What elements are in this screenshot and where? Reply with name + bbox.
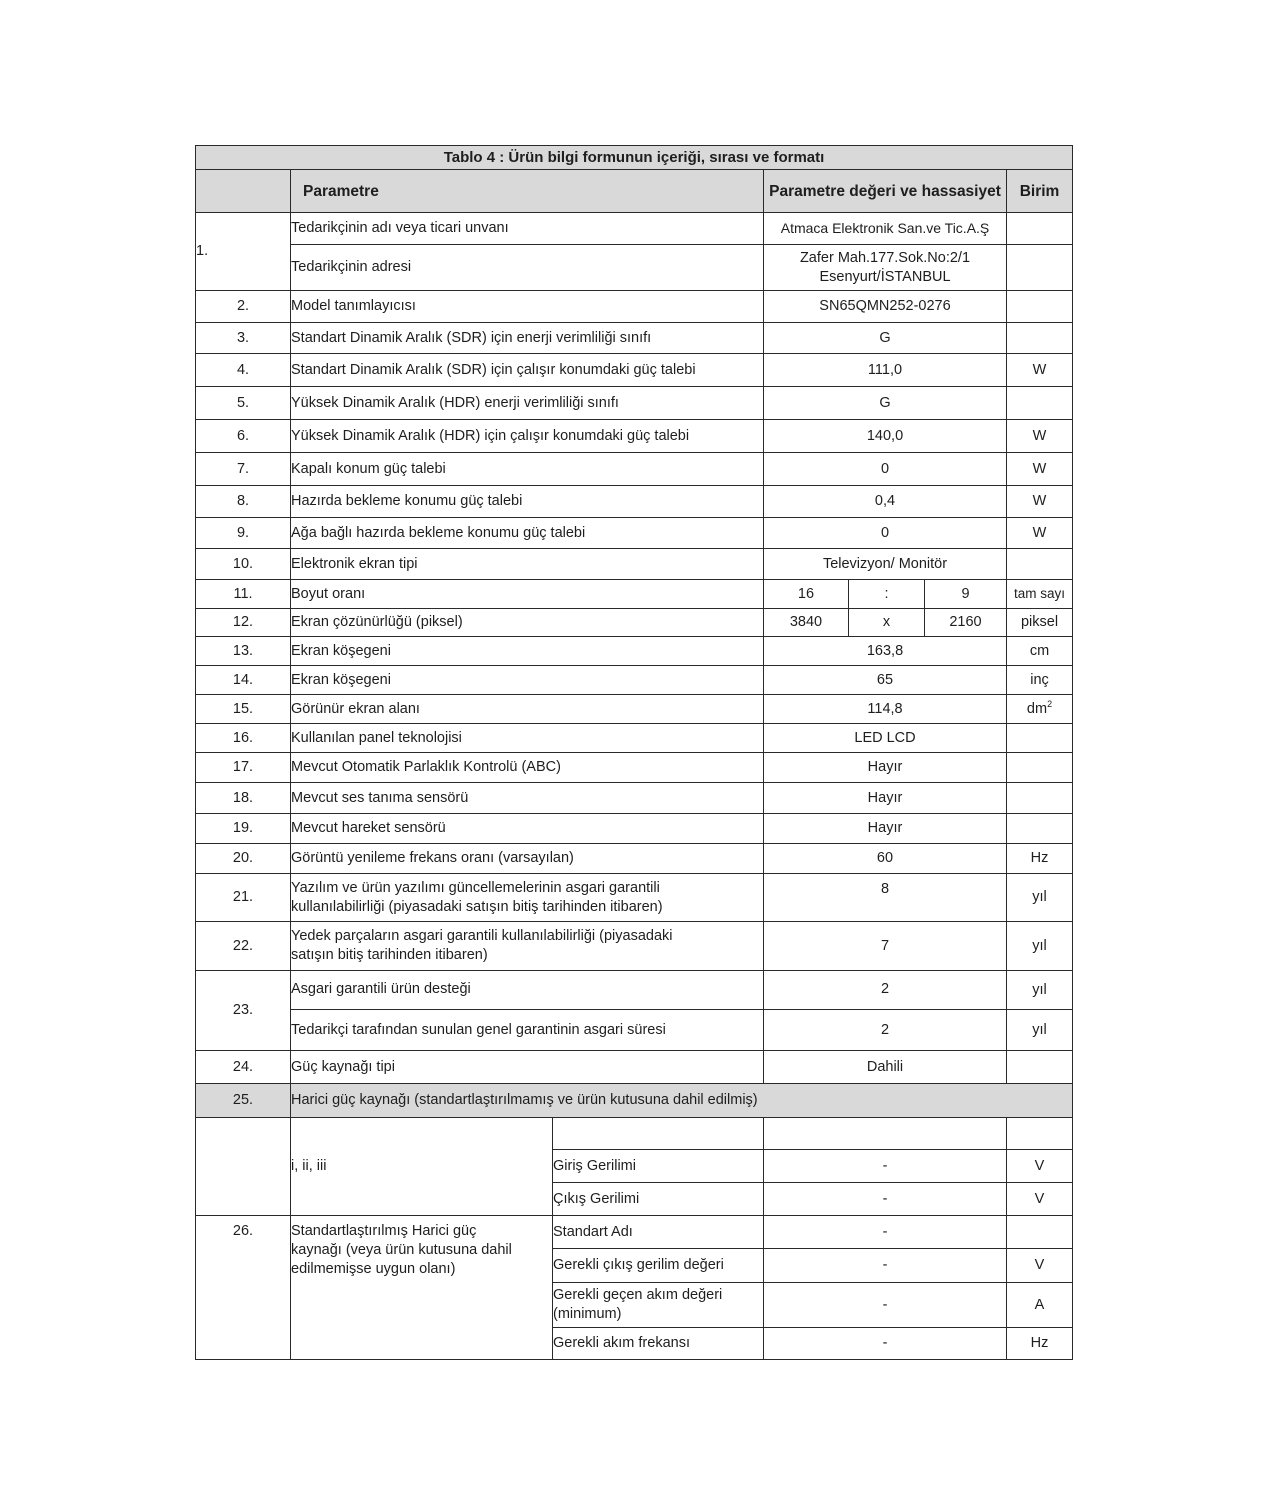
row-number: 22. [196, 922, 291, 971]
param-label: Görüntü yenileme frekans oranı (varsayılan) [291, 844, 764, 874]
table-row [196, 1084, 1073, 1118]
table-row [196, 387, 1073, 420]
psu-value: - [764, 1183, 1007, 1216]
param-unit [1007, 753, 1073, 783]
table-row [196, 874, 1073, 922]
row-number: 11. [196, 580, 291, 609]
psu-unit: A [1007, 1283, 1073, 1328]
param-unit-text: dm [1026, 700, 1048, 717]
section-label: Harici güç kaynağı (standartlaştırılmamış ve ürün kutusuna dahil edilmiş) [291, 1084, 1073, 1118]
param-unit: W [1007, 420, 1073, 453]
psu-unit-empty [1007, 1118, 1073, 1150]
param-label-line: Yazılım ve ürün yazılımı güncellemelerinin asgari garantili [291, 879, 660, 896]
param-value: Televizyon/ Monitör [764, 549, 1007, 580]
param-unit: cm [1007, 637, 1073, 666]
psu-label: Gerekli akım frekansı [553, 1328, 764, 1360]
param-value: 60 [764, 844, 1007, 874]
psu-title [291, 1216, 553, 1360]
table-row [196, 518, 1073, 549]
table-row [196, 814, 1073, 844]
value-part-1: 16 [764, 580, 849, 609]
param-label: Elektronik ekran tipi [291, 549, 764, 580]
param-unit: yıl [1007, 874, 1073, 922]
psu-value: - [764, 1328, 1007, 1360]
param-unit [1007, 783, 1073, 814]
table-row [196, 453, 1073, 486]
table-row [196, 580, 1073, 609]
psu-row [196, 1118, 1073, 1150]
psu-row [196, 1216, 1073, 1249]
param-value: 140,0 [764, 420, 1007, 453]
row-number: 10. [196, 549, 291, 580]
table-title: Tablo 4 : Ürün bilgi formunun içeriği, sırası ve formatı [196, 146, 1073, 170]
param-label: Mevcut hareket sensörü [291, 814, 764, 844]
table-row [196, 695, 1073, 724]
param-unit [1007, 1051, 1073, 1084]
param-unit [1007, 291, 1073, 323]
param-label [291, 874, 764, 922]
param-label: Ekran çözünürlüğü (piksel) [291, 609, 764, 637]
table-row [196, 753, 1073, 783]
param-label-line: kullanılabilirliği (piyasadaki satışın bitiş tarihinden itibaren) [291, 898, 663, 915]
param-label: Güç kaynağı tipi [291, 1051, 764, 1084]
param-unit: W [1007, 518, 1073, 549]
param-label: Ağa bağlı hazırda bekleme konumu güç talebi [291, 518, 764, 549]
param-label [291, 922, 764, 971]
row-number: 2. [196, 291, 291, 323]
row-number: 16. [196, 724, 291, 753]
table-row [196, 1010, 1073, 1051]
param-value: Zafer Mah.177.Sok.No:2/1 Esenyurt/İSTANBUL [764, 245, 1007, 291]
table-row [196, 783, 1073, 814]
param-label: Hazırda bekleme konumu güç talebi [291, 486, 764, 518]
param-value: SN65QMN252-0276 [764, 291, 1007, 323]
row-number-empty [196, 1118, 291, 1216]
value-part-1: 3840 [764, 609, 849, 637]
param-unit [1007, 580, 1073, 609]
table-row [196, 245, 1073, 291]
param-value: Dahili [764, 1051, 1007, 1084]
table-row [196, 609, 1073, 637]
table-row [196, 1051, 1073, 1084]
param-unit: piksel [1007, 609, 1073, 637]
psu-label: Gerekli çıkış gerilim değeri [553, 1249, 764, 1283]
row-number: 15. [196, 695, 291, 724]
psu-title-line: edilmemişse uygun olanı) [291, 1261, 456, 1277]
param-unit: Hz [1007, 844, 1073, 874]
param-label-line: Yedek parçaların asgari garantili kullanılabilirliği (piyasadaki [291, 928, 673, 944]
row-number: 26. [196, 1216, 291, 1360]
row-number: 4. [196, 354, 291, 387]
param-unit: inç [1007, 666, 1073, 695]
table-row [196, 637, 1073, 666]
param-value: 0 [764, 453, 1007, 486]
param-label: Tedarikçinin adresi [291, 245, 764, 291]
param-label: Standart Dinamik Aralık (SDR) için çalışır konumdaki güç talebi [291, 354, 764, 387]
value-part-2: 2160 [925, 609, 1007, 637]
param-value: 65 [764, 666, 1007, 695]
param-value: G [764, 387, 1007, 420]
param-unit [1007, 213, 1073, 245]
table-row [196, 549, 1073, 580]
table-row [196, 420, 1073, 453]
param-label: Yüksek Dinamik Aralık (HDR) enerji verimliliği sınıfı [291, 387, 764, 420]
value-separator: : [849, 580, 925, 609]
psu-unit: V [1007, 1183, 1073, 1216]
table-row [196, 323, 1073, 354]
unit-exponent: 2 [1047, 698, 1053, 709]
param-value: 2 [764, 1010, 1007, 1051]
row-number: 5. [196, 387, 291, 420]
param-value: Hayır [764, 814, 1007, 844]
header-unit: Birim [1007, 170, 1073, 213]
param-unit [1007, 323, 1073, 354]
param-label-line: satışın bitiş tarihinden itibaren) [291, 947, 488, 963]
psu-unit: V [1007, 1150, 1073, 1183]
param-label: Yüksek Dinamik Aralık (HDR) için çalışır konumdaki güç talebi [291, 420, 764, 453]
row-number: 7. [196, 453, 291, 486]
param-unit [1007, 549, 1073, 580]
param-unit: yıl [1007, 922, 1073, 971]
psu-value: - [764, 1283, 1007, 1328]
row-number: 24. [196, 1051, 291, 1084]
param-label: Görünür ekran alanı [291, 695, 764, 724]
psu-unit: Hz [1007, 1328, 1073, 1360]
param-value: 114,8 [764, 695, 1007, 724]
param-label: Asgari garantili ürün desteği [291, 971, 764, 1010]
table-row [196, 724, 1073, 753]
row-number: 9. [196, 518, 291, 549]
psu-value: - [764, 1150, 1007, 1183]
param-value: Atmaca Elektronik San.ve Tic.A.Ş [764, 213, 1007, 245]
param-value: LED LCD [764, 724, 1007, 753]
param-unit: yıl [1007, 971, 1073, 1010]
header-parameter: Parametre [291, 170, 764, 213]
value-separator: x [849, 609, 925, 637]
psu-unit [1007, 1216, 1073, 1249]
psu-title-line: kaynağı (veya ürün kutusuna dahil [291, 1242, 512, 1258]
psu-value: - [764, 1216, 1007, 1249]
param-unit: yıl [1007, 1010, 1073, 1051]
psu-sub-label: i, ii, iii [291, 1118, 553, 1216]
param-label: Kullanılan panel teknolojisi [291, 724, 764, 753]
row-number: 19. [196, 814, 291, 844]
row-number: 18. [196, 783, 291, 814]
table-row [196, 844, 1073, 874]
param-value: 163,8 [764, 637, 1007, 666]
param-label: Tedarikçi tarafından sunulan genel garantinin asgari süresi [291, 1010, 764, 1051]
param-label: Mevcut Otomatik Parlaklık Kontrolü (ABC) [291, 753, 764, 783]
header-number [196, 170, 291, 213]
psu-title-line: Standartlaştırılmış Harici güç [291, 1223, 477, 1239]
row-number: 8. [196, 486, 291, 518]
row-number: 6. [196, 420, 291, 453]
psu-label-line: (minimum) [553, 1306, 622, 1322]
psu-label: Çıkış Gerilimi [553, 1183, 764, 1216]
table-row [196, 213, 1073, 245]
row-number: 12. [196, 609, 291, 637]
param-unit [1007, 814, 1073, 844]
param-label: Tedarikçinin adı veya ticari unvanı [291, 213, 764, 245]
param-label: Mevcut ses tanıma sensörü [291, 783, 764, 814]
row-number: 21. [196, 874, 291, 922]
param-unit [1007, 724, 1073, 753]
table-row [196, 666, 1073, 695]
table-row [196, 486, 1073, 518]
row-number: 17. [196, 753, 291, 783]
row-number: 23. [196, 971, 291, 1051]
table-row [196, 971, 1073, 1010]
value-part-2: 9 [925, 580, 1007, 609]
param-value: Hayır [764, 783, 1007, 814]
param-unit: W [1007, 453, 1073, 486]
param-label: Kapalı konum güç talebi [291, 453, 764, 486]
param-value: 0 [764, 518, 1007, 549]
row-number: 3. [196, 323, 291, 354]
table-row [196, 291, 1073, 323]
param-unit [1007, 387, 1073, 420]
param-unit: W [1007, 486, 1073, 518]
param-value: Hayır [764, 753, 1007, 783]
param-value: 7 [764, 922, 1007, 971]
param-label: Boyut oranı [291, 580, 764, 609]
psu-label: Giriş Gerilimi [553, 1150, 764, 1183]
psu-label: Standart Adı [553, 1216, 764, 1249]
row-number: 20. [196, 844, 291, 874]
table-row [196, 354, 1073, 387]
param-value: 0,4 [764, 486, 1007, 518]
param-unit [1007, 695, 1073, 724]
param-value: G [764, 323, 1007, 354]
param-value: 111,0 [764, 354, 1007, 387]
psu-label-line: Gerekli geçen akım değeri [553, 1287, 723, 1303]
param-label: Standart Dinamik Aralık (SDR) için enerji verimliliği sınıfı [291, 323, 764, 354]
psu-value-empty [764, 1118, 1007, 1150]
row-number: 14. [196, 666, 291, 695]
header-value: Parametre değeri ve hassasiyet [764, 170, 1007, 213]
param-label: Model tanımlayıcısı [291, 291, 764, 323]
param-label: Ekran köşegeni [291, 666, 764, 695]
psu-label-empty [553, 1118, 764, 1150]
psu-unit: V [1007, 1249, 1073, 1283]
param-label: Ekran köşegeni [291, 637, 764, 666]
row-number: 1. [196, 213, 291, 291]
row-number: 25. [196, 1084, 291, 1118]
product-info-table [195, 145, 1073, 1360]
param-unit [1007, 245, 1073, 291]
psu-value: - [764, 1249, 1007, 1283]
psu-label [553, 1283, 764, 1328]
param-value: 8 [764, 874, 1007, 922]
param-unit: W [1007, 354, 1073, 387]
param-value: 2 [764, 971, 1007, 1010]
table-row [196, 922, 1073, 971]
row-number: 13. [196, 637, 291, 666]
param-unit-text: tam sayı [1014, 586, 1066, 601]
